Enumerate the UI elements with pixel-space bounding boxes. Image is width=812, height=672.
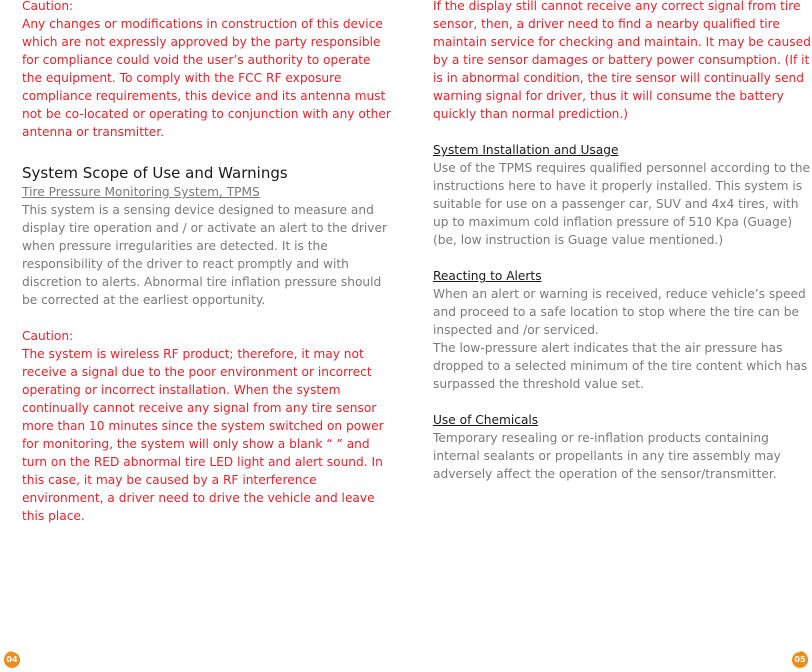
caution-title: Caution: — [22, 0, 74, 13]
right-page — [433, 0, 812, 483]
section-title: System Scope of Use and Warnings — [22, 164, 288, 182]
alerts-body-2: The low-pressure alert indicates that the air pressure has dropped to a selected minimum of the tire content which has surpassed the threshold value set. — [433, 341, 808, 391]
chemicals-body: Temporary resealing or re-inflation products containing internal sealants or propellants in any tire assembly may adversely affect the operation of the sensor/transmitter. — [433, 431, 781, 481]
caution-body-2: The system is wireless RF product; therefore, it may not receive a signal due to the poor environment or incorrect operating or incorrect installation. When the system continually cannot receive any signal from any tire sensor more than 10 minutes since the system switched on power for monitoring, the system will only show a blank “ ” and turn on the RED abnormal tire LED light and alert sound. In this case, it may be caused by a RF interference environment, a driver need to drive the vehicle and leave this place. — [22, 347, 384, 523]
caution-title-2: Caution: — [22, 329, 74, 343]
left-page — [22, 0, 394, 525]
alerts-title: Reacting to Alerts — [433, 269, 542, 283]
caution-body: Any changes or modifications in construction of this device which are not expressly approved by the party responsible for compliance could void the user’s authority to operate the equipment. To comply with the FCC RF exposure compliance requirements, this device and its antenna must not be co-located or operating to conjunction with any other antenna or transmitter. — [22, 17, 391, 139]
continued-body: If the display still cannot receive any correct signal from tire sensor, then, a driver need to find a nearby qualified tire maintain service for checking and maintain. It may be caused by a tire sensor damages or battery power consumption. (If it is in abnormal condition, the tire sensor will continually send warning signal for driver, thus it will consume the battery quickly than normal prediction.) — [433, 0, 811, 121]
section-subtitle: Tire Pressure Monitoring System, TPMS — [22, 185, 260, 199]
section-body: This system is a sensing device designed to measure and display tire operation and / or activate an alert to the driver when pressure irregularities are detected. It is the responsibility of the driver to react promptly and with discretion to alerts. Abnormal tire inflation pressure should be corrected at the earliest opportunity. — [22, 203, 388, 307]
installation-body: Use of the TPMS requires qualified personnel according to the instructions here to have it properly installed. This system is suitable for use on a passenger car, SUV and 4x4 tires, with up to maximum cold inflation pressure of 510 Kpa (Guage) (be, low instruction is Guage value mentioned.) — [433, 161, 811, 247]
page-number-badge: 04 — [4, 652, 20, 668]
page-number-right — [778, 649, 812, 669]
installation-title: System Installation and Usage — [433, 143, 619, 157]
chemicals-title: Use of Chemicals — [433, 413, 539, 427]
alerts-body-1: When an alert or warning is received, reduce vehicle’s speed and proceed to a safe location to stop where the tire can be inspected and /or serviced. — [433, 287, 806, 337]
page-number-left — [0, 649, 34, 669]
page-number-badge: 05 — [792, 652, 808, 668]
